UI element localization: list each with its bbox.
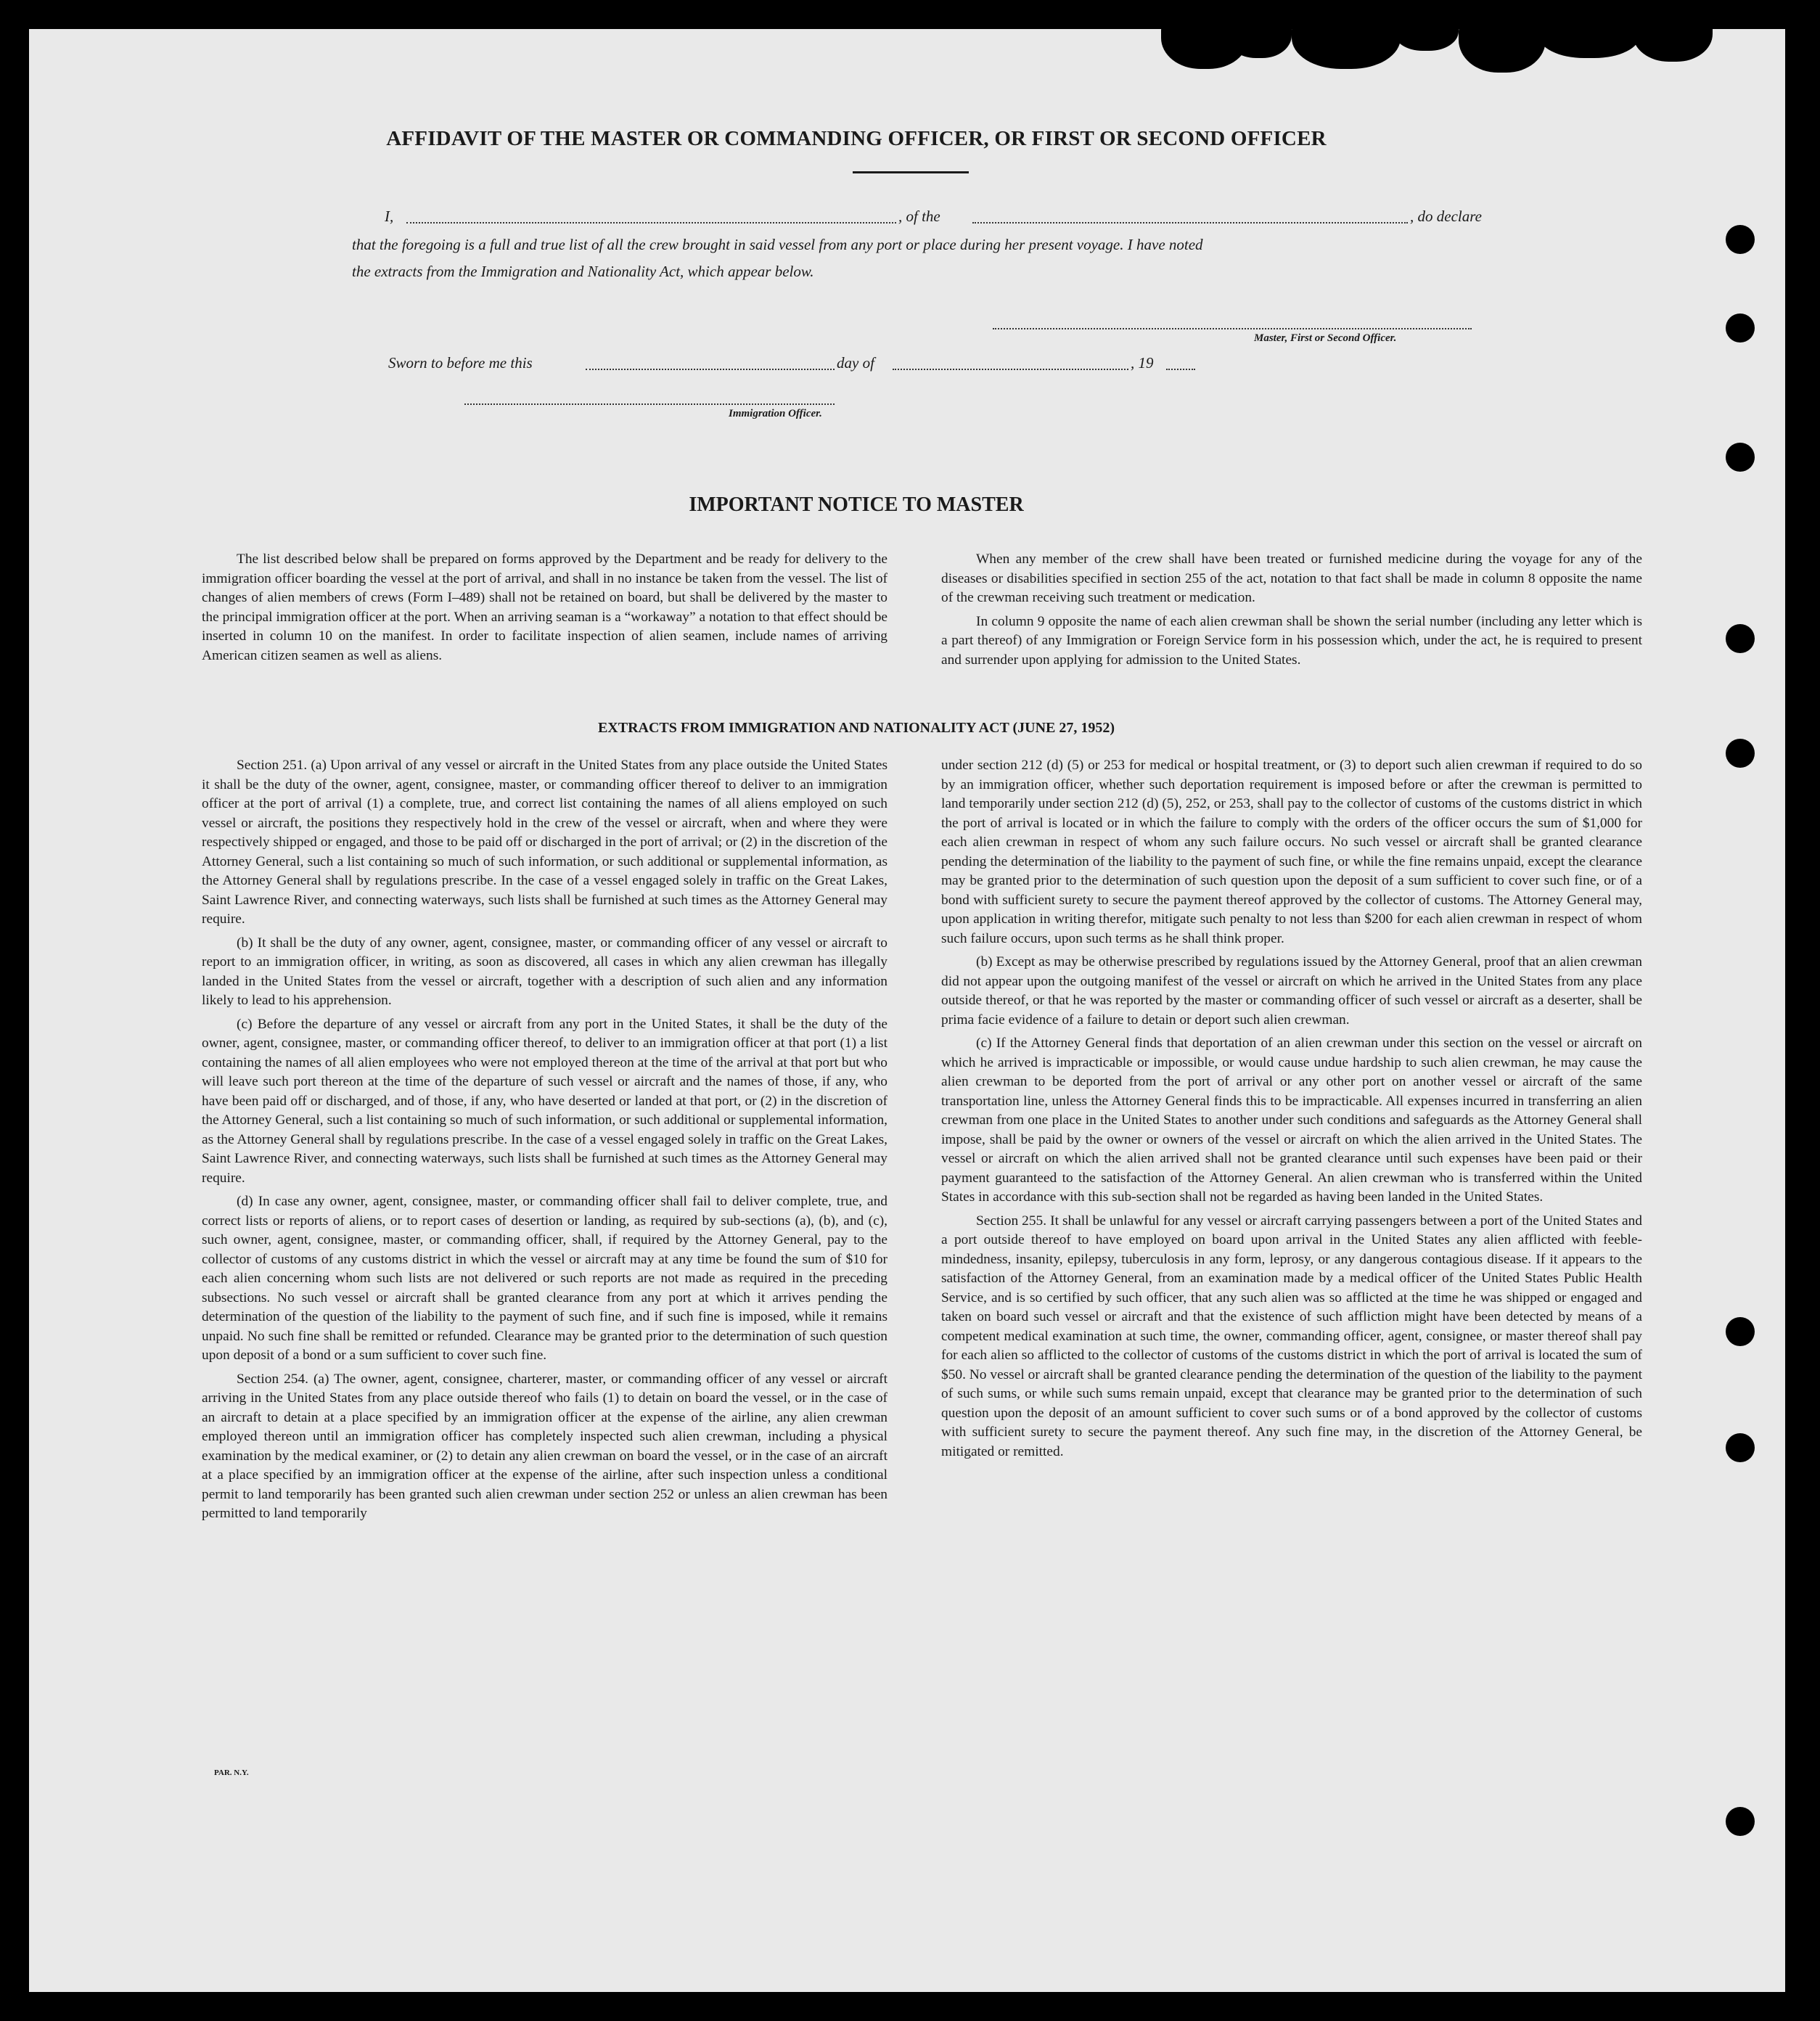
notice-right-paragraph-1: When any member of the crew shall have been treated or furnished medicine during the voyage for any of the diseases or disabilities specified in section 255 of the act, notation to that fact shall be made in column 8 opposite the name of the crewman receiving such treatment or medication. <box>941 552 1642 605</box>
document-page <box>29 29 1785 1992</box>
master-signature-field[interactable] <box>993 328 1472 329</box>
extracts-left-column <box>202 756 888 1528</box>
section-254a-continued: under section 212 (d) (5) or 253 for medical or hospital treatment, or (3) to deport such alien crewman if required to do so by an immigration officer, whether such deportation requirement is imposed before or after the crewman is permitted to land temporarily under section 212 (d) (5), 252, or 253, shall pay to the collector of customs of the customs district in which the port of arrival is located or in which the failure to comply with the orders of the officer occurs the sum of $1,000 for each alien crewman in respect of whom any such failure occurs. No such vessel or aircraft shall be granted clearance pending the determination of the liability to the payment of such fine, or while the fine remains unpaid, except the clearance may be granted prior to the determination of such question upon the deposit of a sum sufficient to cover such fine, or of a bond with sufficient surety to secure the payment thereof approved by the collector of customs. The Attorney General may, upon application in writing therefor, mitigate such penalty to not less than $200 for each alien crewman in respect of whom such failure occurs, upon such terms as he shall think proper. <box>941 758 1642 946</box>
extracts-title: EXTRACTS FROM IMMIGRATION AND NATIONALITY ACT (JUNE 27, 1952) <box>597 720 1115 736</box>
extracts-right-column <box>941 756 1642 1466</box>
affidavit-title: AFFIDAVIT OF THE MASTER OR COMMANDING OFFICER, OR FIRST OR SECOND OFFICER <box>386 127 1327 150</box>
notice-right-column <box>941 550 1642 674</box>
torn-edge <box>1459 29 1546 73</box>
punch-hole <box>1726 443 1755 472</box>
sworn-year-field[interactable] <box>1166 369 1195 370</box>
torn-edge <box>1393 29 1459 51</box>
torn-edge <box>1538 29 1640 58</box>
notice-left-paragraph: The list described below shall be prepared on forms approved by the Department and be ready for delivery to the immigration officer boarding the vessel at the port of arrival, and shall in no instance be taken from the vessel. The list of changes of alien members of crews (Form I–489) shall not be retained on board, but shall be delivered by the master to the principal immigration officer at the port. When an arriving seaman is a “workaway” a notation to that effect should be inserted in column 10 on the manifest. In order to facilitate inspection of alien seamen, include names of arriving American citizen seamen as well as aliens. <box>202 552 888 663</box>
section-254c: (c) If the Attorney General finds that deportation of an alien crewman under this section on the vessel or aircraft on which he arrived is impracticable or impossible, or would cause undue hardship to such alien crewman, he may cause the alien crewman to be deported from the port of arrival or any other port on another vessel or aircraft of the same transportation line, unless the Attorney General finds this to be impracticable. All expenses incurred in transferring an alien crewman from one place in the United States to another under such conditions and safeguards as the Attorney General shall impose, shall be paid by the owner or owners of the vessel or aircraft on which the alien arrived in the United States. The vessel or aircraft on which the alien arrived shall not be granted clearance until such expenses have been paid or their payment guaranteed to the satisfaction of the Attorney General. An alien crewman who is transferred within the United States in accordance with this sub-section shall not be regarded as having been landed in the United States. <box>941 1036 1642 1205</box>
notice-right-paragraph-2: In column 9 opposite the name of each alien crewman shall be shown the serial number (including any letter which is a part thereof) of any Immigration or Foreign Service form in his possession which, under the act, he is required to present and surrender upon applying for admission to the United States. <box>941 613 1642 668</box>
section-251b: (b) It shall be the duty of any owner, agent, consignee, master, or commanding officer of any vessel or aircraft to report to an immigration officer, in writing, as soon as discovered, all cases in which any alien crewman has illegally landed in the United States from the vessel or aircraft, together with a description of such alien and any information likely to lead to his apprehension. <box>202 935 888 1008</box>
section-251a: Section 251. (a) Upon arrival of any vessel or aircraft in the United States from any place outside the United States it shall be the duty of the owner, agent, consignee, master, or commanding officer thereof to deliver to an immigration officer at the port of arrival (1) a complete, true, and correct list containing the names of all aliens employed on such vessel or aircraft, the positions they respectively hold in the crew of the vessel or aircraft, when and where they were respectively shipped or engaged, and those to be paid off or discharged in the port of arrival; or (2) in the discretion of the Attorney General, such a list containing so much of such information, or such additional or supplemental information, as the Attorney General shall by regulations prescribe. In the case of a vessel engaged solely in traffic on the Great Lakes, Saint Lawrence River, and connecting waterways, such lists shall be furnished at such times as the Attorney General may require. <box>202 758 888 927</box>
immigration-officer-caption: Immigration Officer. <box>729 408 822 419</box>
notice-left-column <box>202 550 888 670</box>
section-254a: Section 254. (a) The owner, agent, consignee, charterer, master, or commanding officer of any vessel or aircraft arriving in the United States from any place outside thereof who fails (1) to detain on board the vessel, or in the case of an aircraft to detain at a place specified by an immigration officer at the expense of the airline, any alien crewman employed thereon until an immigration officer has completely inspected such alien crewman, including a physical examination by the medical examiner, or (2) to detain any alien crewman on board the vessel, or in the case of an aircraft at a place specified by an immigration officer at the expense of the airline, after such inspection unless a conditional permit to land temporarily has been granted such alien crewman under section 252 or unless an alien crewman has been permitted to land temporarily <box>202 1371 888 1521</box>
day-of-label: day of <box>837 354 874 372</box>
punch-hole <box>1726 313 1755 343</box>
punch-hole <box>1726 624 1755 653</box>
declare-do-declare-label: , do declare <box>1410 208 1482 225</box>
declare-of-the-label: , of the <box>898 208 940 225</box>
punch-hole <box>1726 1317 1755 1346</box>
immigration-officer-signature-field[interactable] <box>464 403 835 405</box>
sworn-label: Sworn to before me this <box>388 354 533 372</box>
section-251d: (d) In case any owner, agent, consignee, master, or commanding officer shall fail to deliver complete, true, and correct lists or reports of aliens, or to report cases of desertion or landing, as required by sub-sections (a), (b), and (c), such owner, agent, consignee, master, or commanding officer, shall, if required by the Attorney General, pay to the collector of customs of any customs district in which the vessel or aircraft may at any time be found the sum of $10 for each alien concerning whom such lists are not delivered or such reports are not made as required in the preceding subsections. No such vessel or aircraft shall be granted clearance from any port at which it arrives pending the determination of the question of the liability to the payment of such fine, and if such fine is imposed, while it remains unpaid. No such fine shall be remitted or refunded. Clearance may be granted prior to the determination of such question upon deposit of a bond or a sum sufficient to cover such fine. <box>202 1194 888 1363</box>
torn-edge <box>1292 29 1401 69</box>
sworn-month-field[interactable] <box>893 369 1128 370</box>
master-signature-caption: Master, First or Second Officer. <box>1254 332 1397 344</box>
punch-hole <box>1726 1433 1755 1462</box>
notice-title: IMPORTANT NOTICE TO MASTER <box>689 493 1024 516</box>
statement-line-2: the extracts from the Immigration and Nationality Act, which appear below. <box>352 263 814 280</box>
punch-hole <box>1726 739 1755 768</box>
section-255: Section 255. It shall be unlawful for any vessel or aircraft carrying passengers between a port of the United States and a port outside thereof to have employed on board upon arrival in the United States any alien afflicted with feeble-mindedness, insanity, epilepsy, tuberculosis in any form, leprosy, or any dangerous contagious disease. If it appears to the satisfaction of the Attorney General, from an examination made by a medical officer of the United States Public Health Service, and is so certified by such officer, that any such alien was so afflicted at the time he was shipped or engaged and taken on board such vessel or aircraft and that the existence of such affliction might have been detected by means of a competent medical examination at such time, the owner, commanding officer, agent, consignee, or master thereof shall pay for each alien so afflicted to the collector of customs of the customs district in which the port of arrival is located the sum of $50. No vessel or aircraft shall be granted clearance pending the determination of the question of the liability to the payment of such sums, or while such sums remain unpaid, except that clearance may be granted prior to the determination of such question upon the deposit of an amount sufficient to cover such sums or of a bond approved by the collector of customs with sufficient surety to secure the payment thereof. Any such fine may, in the discretion of the Attorney General, be mitigated or remitted. <box>941 1213 1642 1459</box>
declare-i-label: I, <box>385 208 394 225</box>
printer-mark: PAR. N.Y. <box>214 1768 249 1777</box>
name-field[interactable] <box>406 222 896 224</box>
section-251c: (c) Before the departure of any vessel or aircraft from any port in the United States, it shall be the duty of the owner, agent, consignee, master, or commanding officer thereof, to deliver to an immigration officer at that port (1) a list containing the names of all alien employees who were not employed thereon at the time of the arrival at that port but who will leave such port thereon at the time of the departure of such vessel or aircraft and the names of those, if any, who have been paid off or discharged, and of those, if any, who have deserted or landed at that port, or (2) in the discretion of the Attorney General, such a list containing so much of such information, or such additional or supplemental information, as the Attorney General shall by regulations prescribe. In the case of a vessel engaged solely in traffic on the Great Lakes, Saint Lawrence River, and connecting waterways, such lists shall be furnished at such times as the Attorney General may require. <box>202 1016 888 1186</box>
punch-hole <box>1726 225 1755 254</box>
year-prefix-label: , 19 <box>1131 354 1154 372</box>
title-rule <box>853 171 969 173</box>
vessel-field[interactable] <box>972 222 1408 224</box>
section-254b: (b) Except as may be otherwise prescribed by regulations issued by the Attorney General, proof that an alien crewman did not appear upon the outgoing manifest of the vessel or aircraft on which he arrived in the United States from any place outside thereof, or that he was reported by the master or commanding officer of such vessel or aircraft as a deserter, shall be prima facie evidence of a failure to detain or deport such alien crewman. <box>941 954 1642 1028</box>
torn-edge <box>1633 29 1713 62</box>
punch-hole <box>1726 1807 1755 1836</box>
sworn-day-field[interactable] <box>586 369 835 370</box>
statement-line-1: that the foregoing is a full and true list of all the crew brought in said vessel from any port or place during her present voyage. I have noted <box>352 236 1203 253</box>
